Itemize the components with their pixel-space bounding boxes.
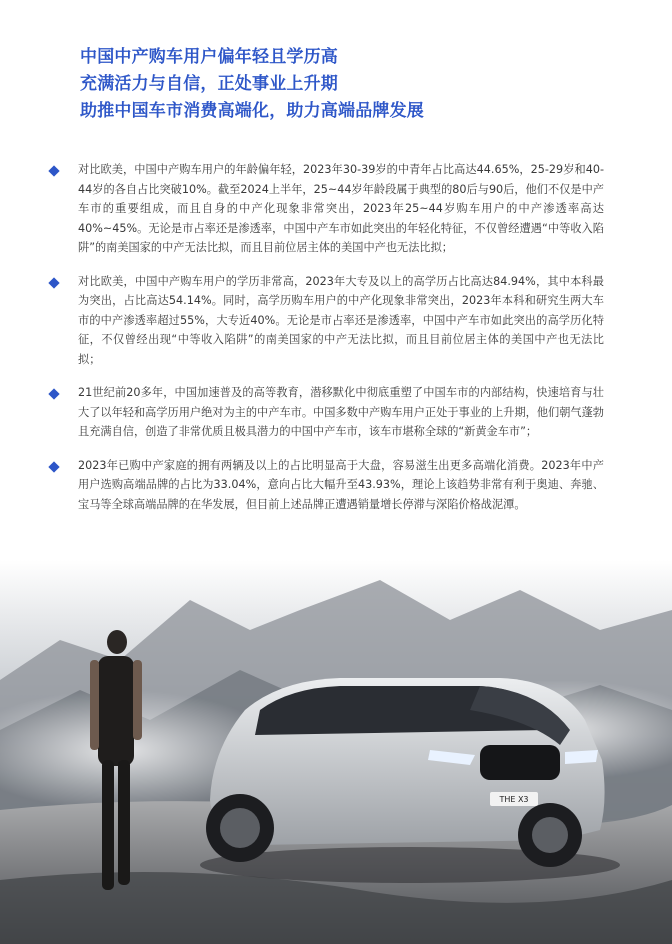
diamond-bullet-icon <box>48 165 59 176</box>
diamond-bullet-icon <box>48 277 59 288</box>
bullet-text: 对比欧美，中国中产购车用户的年龄偏年轻，2023年30-39岁的中青年占比高达44.65%，25-29岁和40-44岁的各自占比突破10%。截至2024上半年，25~44岁年龄段属于典型的80后与90后，他们不仅是中产车市的重要组成，而且自身的中产化现象非常突出，2023年25~44岁购车用户的中产渗透率高达40%~45%。无论是市占率还是渗透率，中国中产车市如此突出的年轻化特征，不仅曾经遭遇“中等收入陷阱”的南美国家的中产无法比拟，而且目前位居主体的美国中产也无法比拟； <box>78 163 604 254</box>
desert-suv-scene <box>0 560 672 944</box>
bullet-text: 21世纪前20多年，中国加速普及的高等教育，潜移默化中彻底重塑了中国车市的内部结构，快速培育与壮大了以年轻和高学历用户绝对为主的中产车市。中国多数中产购车用户正处于事业的上升期，他们朝气蓬勃且充满自信，创造了非常优质且极具潜力的中国中产车市，该车市堪称全球的“新黄金车市”； <box>78 386 604 438</box>
diamond-bullet-icon <box>48 461 59 472</box>
title-line-2: 充满活力与自信，正处事业上升期 <box>80 74 338 94</box>
bullet-item-education <box>44 272 604 370</box>
title-line-1: 中国中产购车用户偏年轻且学历高 <box>80 47 338 67</box>
bullet-item-career <box>44 383 604 442</box>
bullet-list <box>44 160 604 528</box>
bullet-text: 2023年已购中产家庭的拥有两辆及以上的占比明显高于大盘，容易滋生出更多高端化消费。2023年中产用户选购高端品牌的占比为33.04%，意向占比大幅升至43.93%，理论上该趋势非常有利于奥迪、奔驰、宝马等全球高端品牌的在华发展，但目前上述品牌正遭遇销量增长停滞与深陷价格战泥潭。 <box>78 458 604 511</box>
license-plate-text: THE X3 <box>499 795 529 804</box>
bullet-item-age <box>44 160 604 258</box>
title-line-3: 助推中国车市消费高端化，助力高端品牌发展 <box>80 101 424 121</box>
title-block <box>80 44 424 125</box>
bullet-text: 对比欧美，中国中产购车用户的学历非常高，2023年大专及以上的高学历占比高达84.94%，其中本科最为突出，占比高达54.14%。同时，高学历购车用户的中产化现象非常突出，2023年本科和研究生两大车市的中产渗透率超过55%，大专近40%。无论是市占率还是渗透率，中国中产车市如此突出的高学历化特征，不仅曾经出现“中等收入陷阱”的南美国家的中产无法比拟，而且目前位居主体的美国中产也无法比拟； <box>78 274 604 366</box>
car-photo <box>0 560 672 944</box>
bullet-item-premium <box>44 456 604 515</box>
diamond-bullet-icon <box>48 388 59 399</box>
suv-illustration <box>200 678 620 883</box>
